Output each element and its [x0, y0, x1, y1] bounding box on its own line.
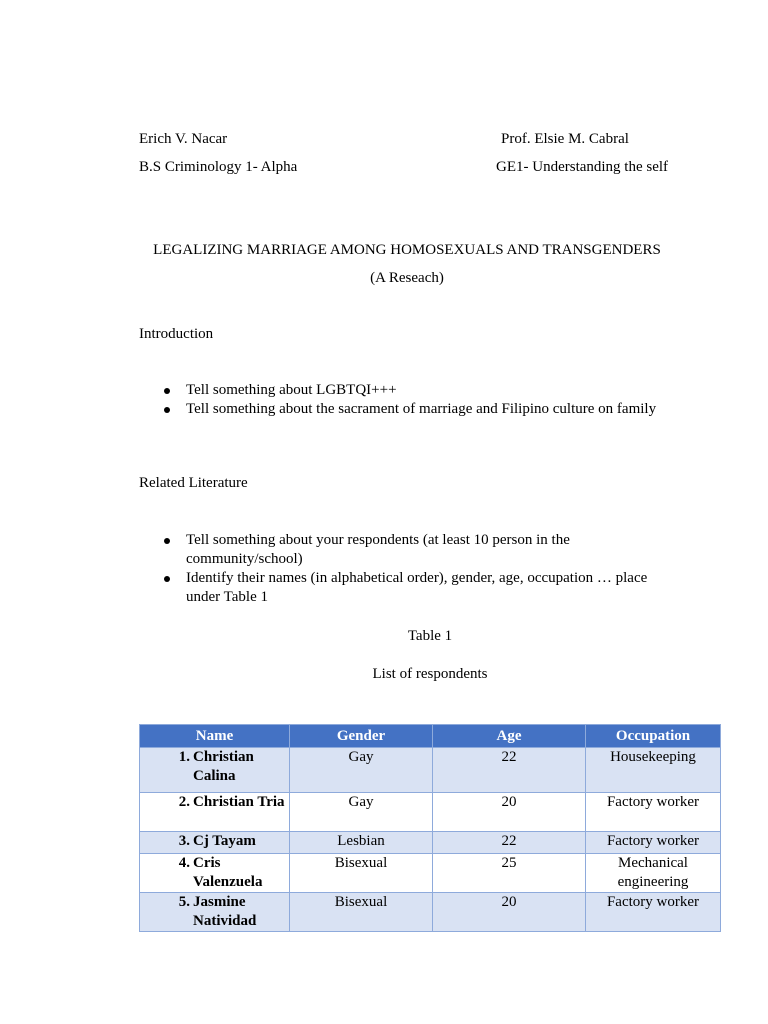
respondents-table — [139, 724, 721, 932]
table-row — [140, 854, 721, 893]
table-header-row — [140, 725, 721, 748]
list-item: Identify their names (in alphabetical order), gender, age, occupation … place under Table 1 — [162, 569, 662, 607]
document-subtitle: (A Reseach) — [370, 270, 444, 286]
row-number: 3. — [178, 833, 190, 849]
row-number: 4. — [178, 855, 190, 871]
table-row — [140, 748, 721, 793]
respondent-age: 22 — [433, 748, 586, 793]
respondent-age: 22 — [433, 832, 586, 854]
respondent-age: 20 — [433, 793, 586, 832]
bullet-icon — [164, 538, 170, 544]
respondent-occupation: Factory worker — [586, 832, 721, 854]
respondent-gender: Bisexual — [290, 893, 433, 932]
row-number: 1. — [178, 749, 190, 765]
document-title: LEGALIZING MARRIAGE AMONG HOMOSEXUALS AND TRANSGENDERS — [153, 242, 661, 258]
bullet-icon — [164, 388, 170, 394]
respondent-occupation: Factory worker — [586, 793, 721, 832]
table-row — [140, 832, 721, 854]
column-header-gender: Gender — [290, 725, 433, 748]
course-section: B.S Criminology 1- Alpha — [139, 159, 298, 175]
respondent-name: 3. Cj Tayam — [140, 832, 290, 854]
respondent-name: 5. Jasmine Natividad — [140, 893, 290, 932]
student-name: Erich V. Nacar — [139, 131, 228, 147]
row-number: 5. — [178, 894, 190, 910]
respondent-gender: Lesbian — [290, 832, 433, 854]
list-item: Tell something about the sacrament of marriage and Filipino culture on family — [162, 400, 682, 419]
column-header-name: Name — [140, 725, 290, 748]
table-subcaption: List of respondents — [372, 666, 488, 682]
respondent-occupation: Factory worker — [586, 893, 721, 932]
respondent-name: 2. Christian Tria — [140, 793, 290, 832]
bullet-icon — [164, 407, 170, 413]
bullet-icon — [164, 576, 170, 582]
table-caption: Table 1 — [407, 628, 453, 644]
list-item: Tell something about your respondents (at least 10 person in the community/school) — [162, 531, 662, 569]
respondent-gender: Gay — [290, 748, 433, 793]
column-header-age: Age — [433, 725, 586, 748]
introduction-list — [162, 381, 682, 419]
subject-name: GE1- Understanding the self — [496, 159, 669, 175]
respondent-age: 20 — [433, 893, 586, 932]
table-row — [140, 893, 721, 932]
column-header-occupation: Occupation — [586, 725, 721, 748]
respondent-name: 1. Christian Calina — [140, 748, 290, 793]
related-literature-list — [162, 531, 662, 607]
professor-name: Prof. Elsie M. Cabral — [501, 131, 629, 147]
respondent-gender: Gay — [290, 793, 433, 832]
table-row — [140, 793, 721, 832]
list-item: Tell something about LGBTQI+++ — [162, 381, 682, 400]
respondent-occupation: Housekeeping — [586, 748, 721, 793]
respondent-age: 25 — [433, 854, 586, 893]
row-number: 2. — [178, 794, 190, 810]
respondent-name: 4. Cris Valenzuela — [140, 854, 290, 893]
related-literature-heading: Related Literature — [139, 475, 248, 491]
respondent-occupation: Mechanical engineering — [586, 854, 721, 893]
introduction-heading: Introduction — [139, 326, 214, 342]
respondent-gender: Bisexual — [290, 854, 433, 893]
